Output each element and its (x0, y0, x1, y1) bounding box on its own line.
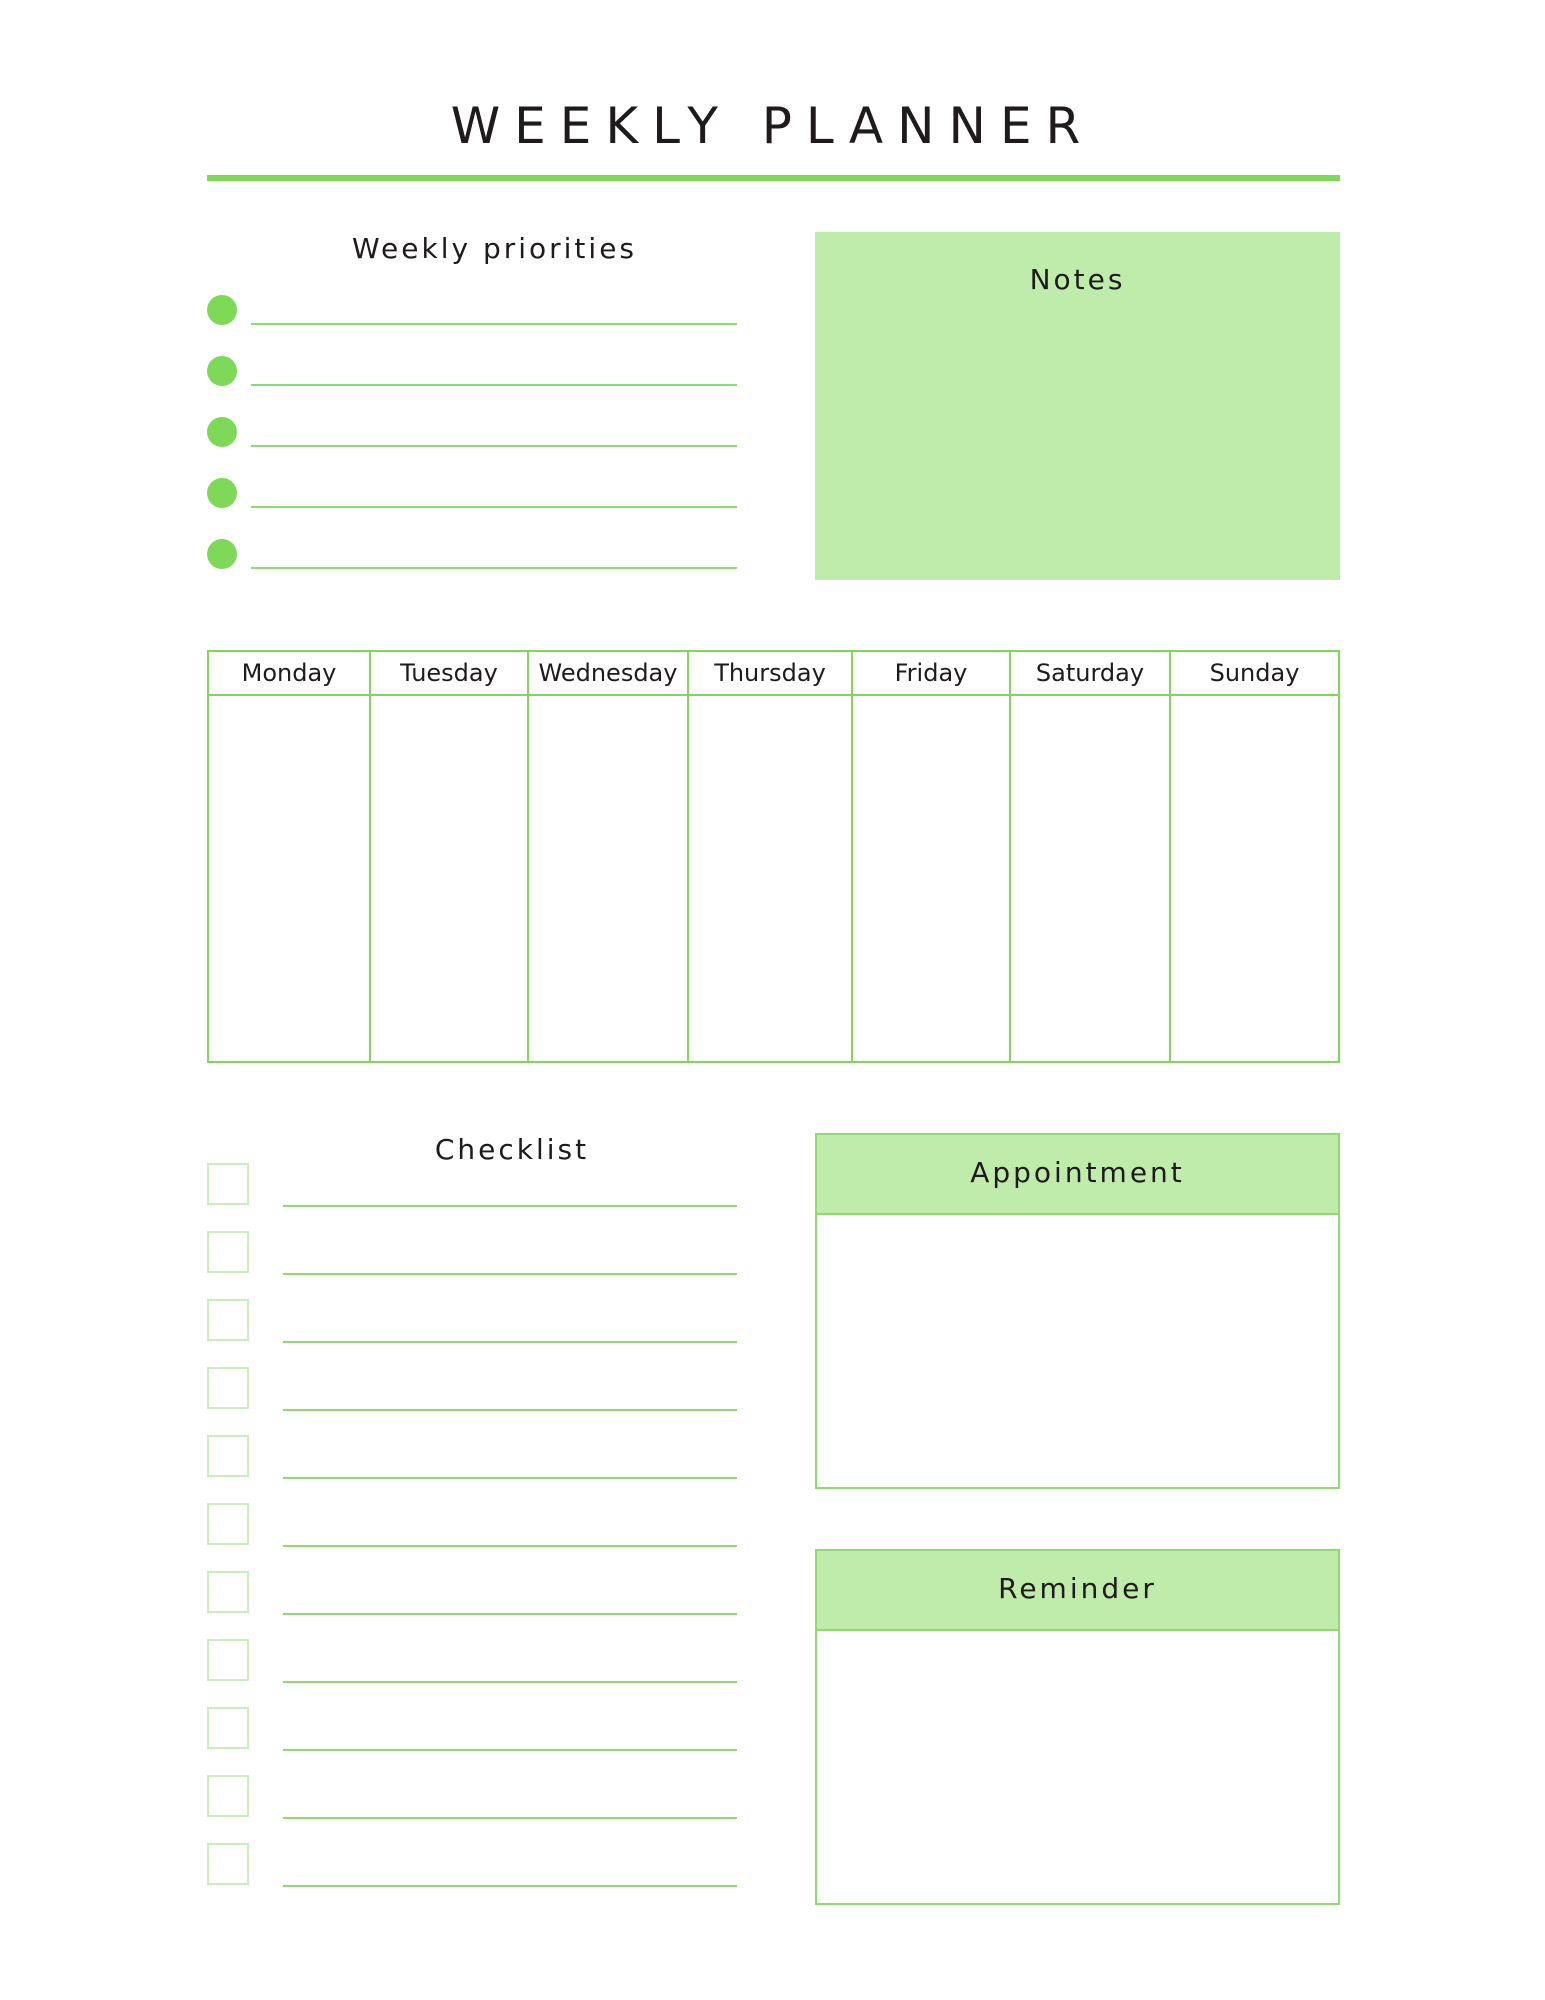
priority-row[interactable] (207, 293, 737, 333)
priority-row[interactable] (207, 415, 737, 455)
checklist-row (207, 1639, 737, 1683)
checklist-write-line[interactable] (283, 1817, 737, 1819)
checklist-row (207, 1163, 737, 1207)
day-column-wednesday[interactable] (527, 652, 687, 1061)
checklist-row (207, 1503, 737, 1547)
priority-row[interactable] (207, 476, 737, 516)
notes-box[interactable] (815, 232, 1340, 580)
checkbox[interactable] (207, 1775, 249, 1817)
bullet-dot-icon (207, 417, 237, 447)
priority-write-line[interactable] (251, 384, 737, 386)
checklist-write-line[interactable] (283, 1749, 737, 1751)
day-column-sunday[interactable] (1169, 652, 1338, 1061)
day-label: Sunday (1209, 659, 1300, 687)
checkbox[interactable] (207, 1503, 249, 1545)
checkbox[interactable] (207, 1707, 249, 1749)
day-label: Thursday (714, 659, 826, 687)
checklist-row (207, 1775, 737, 1819)
day-column-tuesday[interactable] (369, 652, 527, 1061)
reminder-header (817, 1551, 1338, 1631)
priority-write-line[interactable] (251, 506, 737, 508)
checklist-write-line[interactable] (283, 1681, 737, 1683)
priority-write-line[interactable] (251, 323, 737, 325)
checklist-write-line[interactable] (283, 1205, 737, 1207)
checkbox[interactable] (207, 1231, 249, 1273)
checklist-row (207, 1299, 737, 1343)
checklist-write-line[interactable] (283, 1341, 737, 1343)
checkbox[interactable] (207, 1367, 249, 1409)
checklist-write-line[interactable] (283, 1885, 737, 1887)
checkbox[interactable] (207, 1299, 249, 1341)
day-column-thursday[interactable] (687, 652, 851, 1061)
reminder-heading: Reminder (998, 1572, 1157, 1605)
priorities-heading: Weekly priorities (351, 232, 638, 265)
day-label: Saturday (1035, 659, 1145, 687)
priority-row[interactable] (207, 354, 737, 394)
day-label: Tuesday (400, 659, 498, 687)
checklist-row (207, 1435, 737, 1479)
checkbox[interactable] (207, 1639, 249, 1681)
page-title: WEEKLY PLANNER (450, 97, 1095, 155)
checkbox[interactable] (207, 1571, 249, 1613)
priority-row[interactable] (207, 537, 737, 577)
checkbox[interactable] (207, 1843, 249, 1885)
checklist-row (207, 1367, 737, 1411)
bullet-dot-icon (207, 539, 237, 569)
reminder-panel[interactable] (815, 1549, 1340, 1905)
appointment-heading: Appointment (970, 1156, 1185, 1189)
checkbox[interactable] (207, 1163, 249, 1205)
checkbox[interactable] (207, 1435, 249, 1477)
checklist-heading: Checklist (434, 1133, 590, 1166)
bullet-dot-icon (207, 478, 237, 508)
checklist-write-line[interactable] (283, 1409, 737, 1411)
priority-write-line[interactable] (251, 445, 737, 447)
day-column-saturday[interactable] (1009, 652, 1169, 1061)
priority-write-line[interactable] (251, 567, 737, 569)
appointment-panel[interactable] (815, 1133, 1340, 1489)
checklist-row (207, 1571, 737, 1615)
checklist-row (207, 1231, 737, 1275)
day-label: Monday (241, 659, 337, 687)
title-divider (207, 175, 1340, 181)
day-label: Wednesday (538, 659, 678, 687)
checklist-row (207, 1843, 737, 1887)
checklist-write-line[interactable] (283, 1545, 737, 1547)
week-table (207, 650, 1340, 1063)
day-label: Friday (894, 659, 968, 687)
checklist-write-line[interactable] (283, 1477, 737, 1479)
checklist-write-line[interactable] (283, 1613, 737, 1615)
appointment-header (817, 1135, 1338, 1215)
checklist-row (207, 1707, 737, 1751)
checklist-write-line[interactable] (283, 1273, 737, 1275)
day-column-friday[interactable] (851, 652, 1009, 1061)
notes-heading: Notes (1029, 263, 1126, 296)
day-column-monday[interactable] (209, 652, 369, 1061)
bullet-dot-icon (207, 356, 237, 386)
bullet-dot-icon (207, 295, 237, 325)
